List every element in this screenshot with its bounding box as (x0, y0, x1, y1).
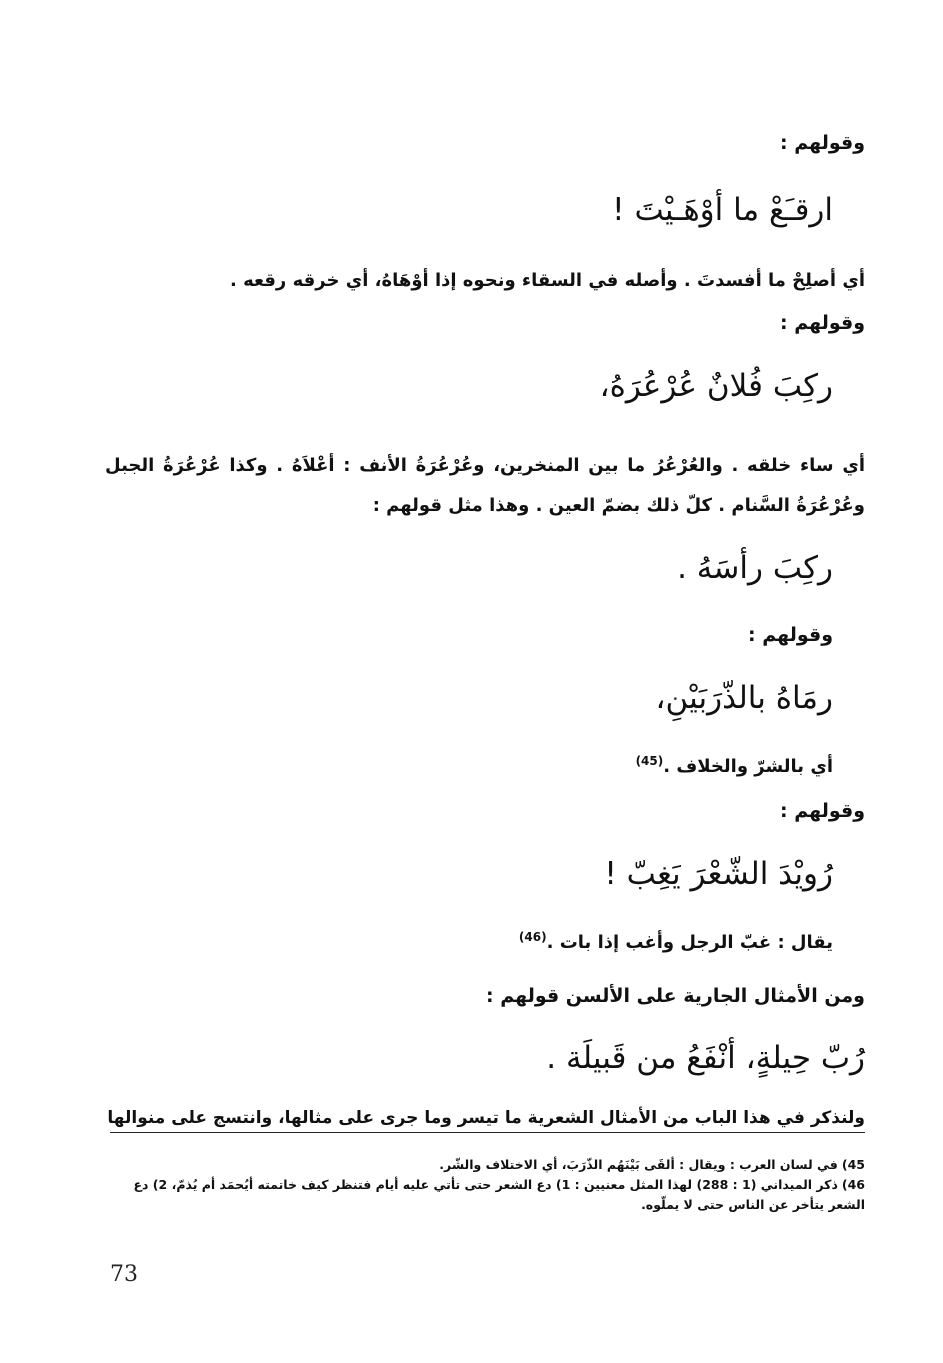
page-number: 73 (110, 1262, 138, 1287)
intro-line: ومن الأمثال الجارية على الألسن قولهم : (486, 985, 865, 1007)
explanation-body: يقال : غبّ الرجل وأغب إذا بات . (546, 932, 833, 953)
explanation-text: أي ساء خلقه . والعُرْعُرُ ما بين المنخرين، وعُرْعُرَةُ الأنف : أعْلاَهُ . وكذا عُرْعُرَةُ الجبل وعُرْعُرَةُ السَّنام . كلّ ذلك بضمّ العين . وهذا مثل قولهم : (105, 455, 865, 516)
proverb: رُبّ حِيلةٍ، أنْفَعُ من قَبيلَة . (546, 1040, 865, 1076)
footnote-ref-45: (45) (635, 754, 664, 768)
proverb: رُويْدَ الشّعْرَ يَغِبّ ! (604, 856, 833, 892)
footnote-number: 46) (841, 1177, 865, 1192)
footnote-45 (110, 1155, 865, 1175)
section-heading: ولنذكر في هذا الباب من الأمثال الشعرية ما تيسر وما جرى على مثالها، وانتسج على منوالها (110, 1108, 865, 1133)
intro-line: وقولهم : (780, 312, 865, 334)
intro-line: وقولهم : (748, 624, 833, 646)
explanation-body: أي بالشرّ والخلاف . (663, 756, 833, 777)
explanation-text: أي أصلِحْ ما أفسدتَ . وأصله في السقاء ونحوه إذا أوْهَاهُ، أي خرقه رقعه . (229, 270, 865, 291)
explanation-text (636, 754, 833, 777)
intro-line: وقولهم : (780, 132, 865, 154)
proverb: ركِبَ رأسَهُ . (677, 550, 833, 586)
footnote-ref-46: (46) (518, 930, 547, 944)
intro-line: وقولهم : (780, 800, 865, 822)
footnotes (110, 1155, 865, 1215)
proverb: ركِبَ فُلانٌ عُرْعُرَهُ، (599, 368, 833, 404)
proverb: رمَاهُ بالذّرَبَيْنِ، (655, 680, 833, 716)
explanation-text (519, 930, 833, 953)
footnote-text: ذكر الميداني (1 : 288) لهذا المثل معنيين : 1) دع الشعر حتى تأتي عليه أيام فتنظر كيف خاتمته أيُحمَد أم يُذمّ، 2) دع الشعر يتأخر عن الناس حتى لا يملّوه. (133, 1177, 865, 1212)
footnote-text: في لسان العرب : ويقال : ألقَى بَيْنَهُم الذّرَبَ، أي الاختلاف والشّر. (439, 1157, 838, 1172)
footnote-number: 45) (841, 1157, 865, 1172)
footnote-46 (110, 1175, 865, 1215)
proverb: ارقـَعْ ما أوْهَـيْتَ ! (612, 192, 833, 228)
